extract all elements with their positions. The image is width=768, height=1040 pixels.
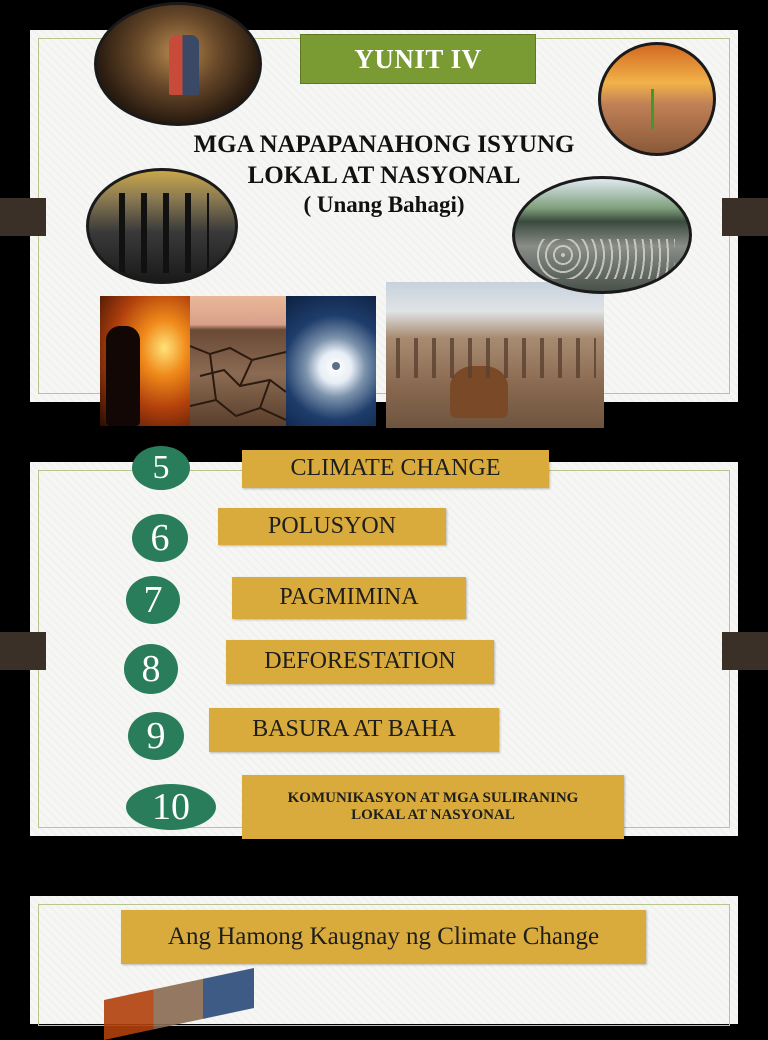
river-garbage-photo bbox=[512, 176, 692, 294]
topic-number: 9 bbox=[146, 715, 166, 757]
topic-number-10 bbox=[126, 784, 216, 830]
miners-figures bbox=[169, 35, 199, 95]
topic-banner-climate-change bbox=[242, 450, 549, 488]
title-line-2: LOKAL AT NASYONAL bbox=[247, 161, 521, 189]
seedling bbox=[651, 89, 668, 129]
topic-label: CLIMATE CHANGE bbox=[290, 455, 501, 482]
deforestation-photo bbox=[386, 282, 604, 428]
topic-number-9 bbox=[128, 712, 184, 760]
unit-banner bbox=[300, 34, 536, 84]
topic-number-6 bbox=[132, 514, 188, 562]
topic-number: 6 bbox=[150, 517, 170, 559]
topic-banner-polusyon bbox=[218, 508, 446, 545]
smokestacks bbox=[119, 193, 209, 273]
firefighter-silhouette bbox=[106, 326, 140, 426]
climate-change-heading: Ang Hamong Kaugnay ng Climate Change bbox=[167, 922, 600, 950]
factory-smoke-photo bbox=[86, 168, 238, 284]
topic-number: 5 bbox=[152, 449, 170, 486]
stumps-field bbox=[396, 338, 596, 378]
right-tab-2 bbox=[722, 632, 768, 670]
left-tab-1 bbox=[0, 198, 46, 236]
cracks-svg bbox=[190, 296, 286, 426]
topic-number-5 bbox=[132, 446, 190, 490]
topic-number: 7 bbox=[143, 579, 163, 621]
climate-change-heading-banner bbox=[121, 910, 646, 964]
unit-label: YUNIT IV bbox=[354, 43, 482, 74]
title-line-1: MGA NAPAPANAHONG ISYUNG bbox=[193, 131, 575, 158]
topic-label: PAGMIMINA bbox=[279, 584, 419, 611]
topic-label-line-1: KOMUNIKASYON AT MGA SULIRANING bbox=[287, 789, 579, 806]
right-tab-1 bbox=[722, 198, 768, 236]
wildfire-photo bbox=[100, 296, 192, 426]
topic-banner-basura-at-baha bbox=[209, 708, 499, 752]
topic-banner-pagmimina bbox=[232, 577, 466, 619]
topic-banner-komunikasyon bbox=[242, 775, 624, 839]
left-tab-2 bbox=[0, 632, 46, 670]
topic-label: POLUSYON bbox=[267, 512, 396, 539]
topic-label: DEFORESTATION bbox=[264, 648, 456, 675]
topic-number-7 bbox=[126, 576, 180, 624]
floating-debris bbox=[535, 239, 675, 279]
topic-number: 8 bbox=[141, 648, 161, 690]
cracked-earth-photo bbox=[190, 296, 286, 426]
topic-number: 10 bbox=[152, 786, 190, 828]
typhoon-satellite-photo bbox=[286, 296, 376, 426]
mining-tunnel-photo bbox=[94, 2, 262, 126]
title-subtitle: ( Unang Bahagi) bbox=[303, 192, 465, 217]
topic-label: BASURA AT BAHA bbox=[252, 716, 456, 743]
topic-banner-deforestation bbox=[226, 640, 494, 684]
topic-number-8 bbox=[124, 644, 178, 694]
topic-label-line-2: LOKAL AT NASYONAL bbox=[351, 807, 515, 823]
typhoon-eye bbox=[332, 362, 340, 370]
drought-seedling-photo bbox=[598, 42, 716, 156]
